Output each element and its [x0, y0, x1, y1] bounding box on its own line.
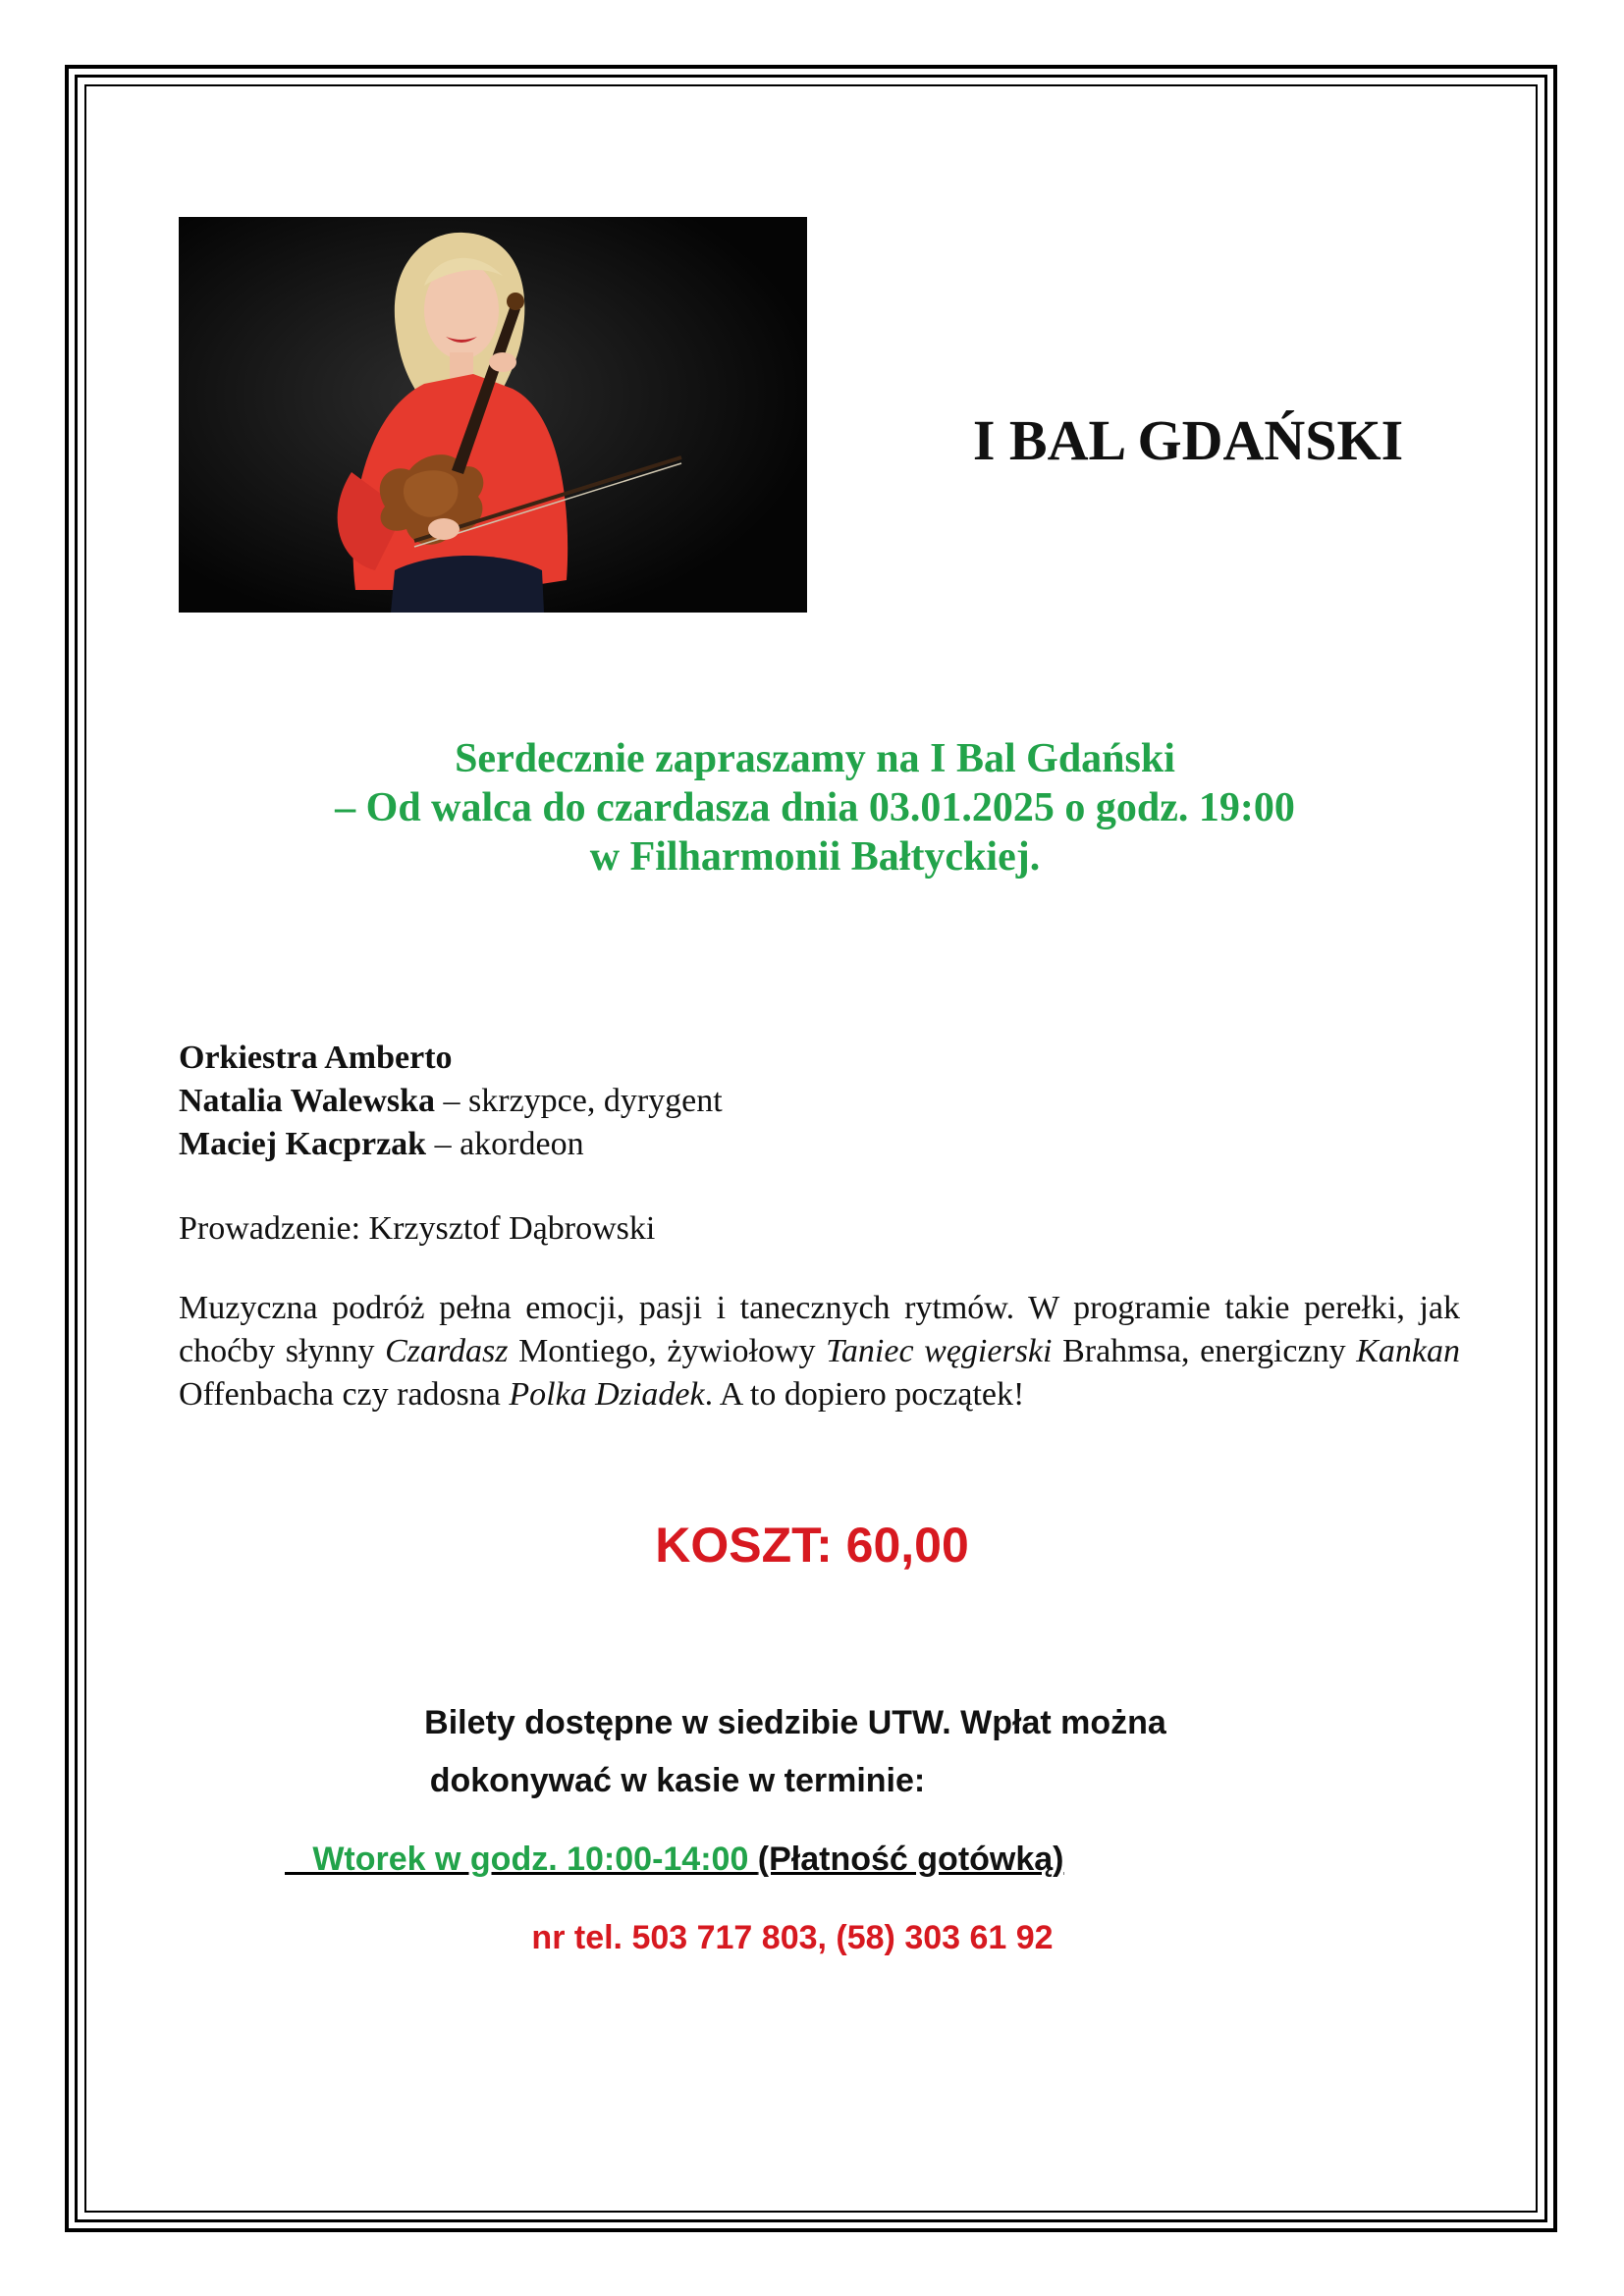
- host-credit: Prowadzenie: Krzysztof Dąbrowski: [179, 1210, 656, 1247]
- description-text: Brahmsa, energiczny: [1052, 1333, 1357, 1369]
- page-title: I BAL GDAŃSKI: [972, 408, 1404, 472]
- description-text: Montiego, żywiołowy: [508, 1333, 827, 1369]
- program-description: [179, 1287, 1460, 1416]
- description-text: Muzyczna podróż pełna emocji, pasji i tanecznych rytmów. W programie takie perełki, jak choćby słynny: [179, 1290, 1460, 1369]
- invitation-line-2: – Od walca do czardasza dnia 03.01.2025 o godz. 19:00: [335, 785, 1295, 830]
- contact-phone: nr tel. 503 717 803, (58) 303 61 92: [531, 1919, 1054, 1956]
- performer-2-name: Maciej Kacprzak: [179, 1126, 427, 1162]
- performer-1-role: – skrzypce, dyrygent: [435, 1083, 723, 1119]
- violinist-photo: [179, 217, 807, 613]
- description-text: Offenbacha czy radosna: [179, 1376, 510, 1413]
- work-title: Taniec węgierski: [826, 1333, 1053, 1369]
- tickets-info-line-2: dokonywać w kasie w terminie:: [429, 1762, 926, 1799]
- invitation-line-1: Serdecznie zapraszamy na I Bal Gdański: [455, 736, 1175, 781]
- office-hours: [285, 1838, 1064, 1881]
- work-title: Kankan: [1356, 1333, 1460, 1369]
- orchestra-name: Orkiestra Amberto: [179, 1040, 453, 1076]
- performer-2-role: – akordeon: [426, 1126, 584, 1162]
- invitation-line-3: w Filharmonii Bałtyckiej.: [589, 834, 1041, 880]
- office-hours-time: Wtorek w godz. 10:00-14:00: [285, 1841, 758, 1878]
- violinist-illustration: [179, 217, 807, 613]
- performer-1-name: Natalia Walewska: [179, 1083, 436, 1119]
- tickets-info-line-1: Bilety dostępne w siedzibie UTW. Wpłat można: [424, 1704, 1166, 1741]
- work-title: Czardasz: [385, 1333, 509, 1369]
- work-title: Polka Dziadek: [509, 1376, 705, 1413]
- invitation-block: [118, 734, 1512, 881]
- ticket-cost: KOSZT: 60,00: [655, 1518, 969, 1573]
- description-text: . A to dopiero początek!: [704, 1376, 1025, 1413]
- payment-method: (Płatność gotówką): [757, 1841, 1064, 1878]
- performer-credits: [179, 1037, 1455, 1166]
